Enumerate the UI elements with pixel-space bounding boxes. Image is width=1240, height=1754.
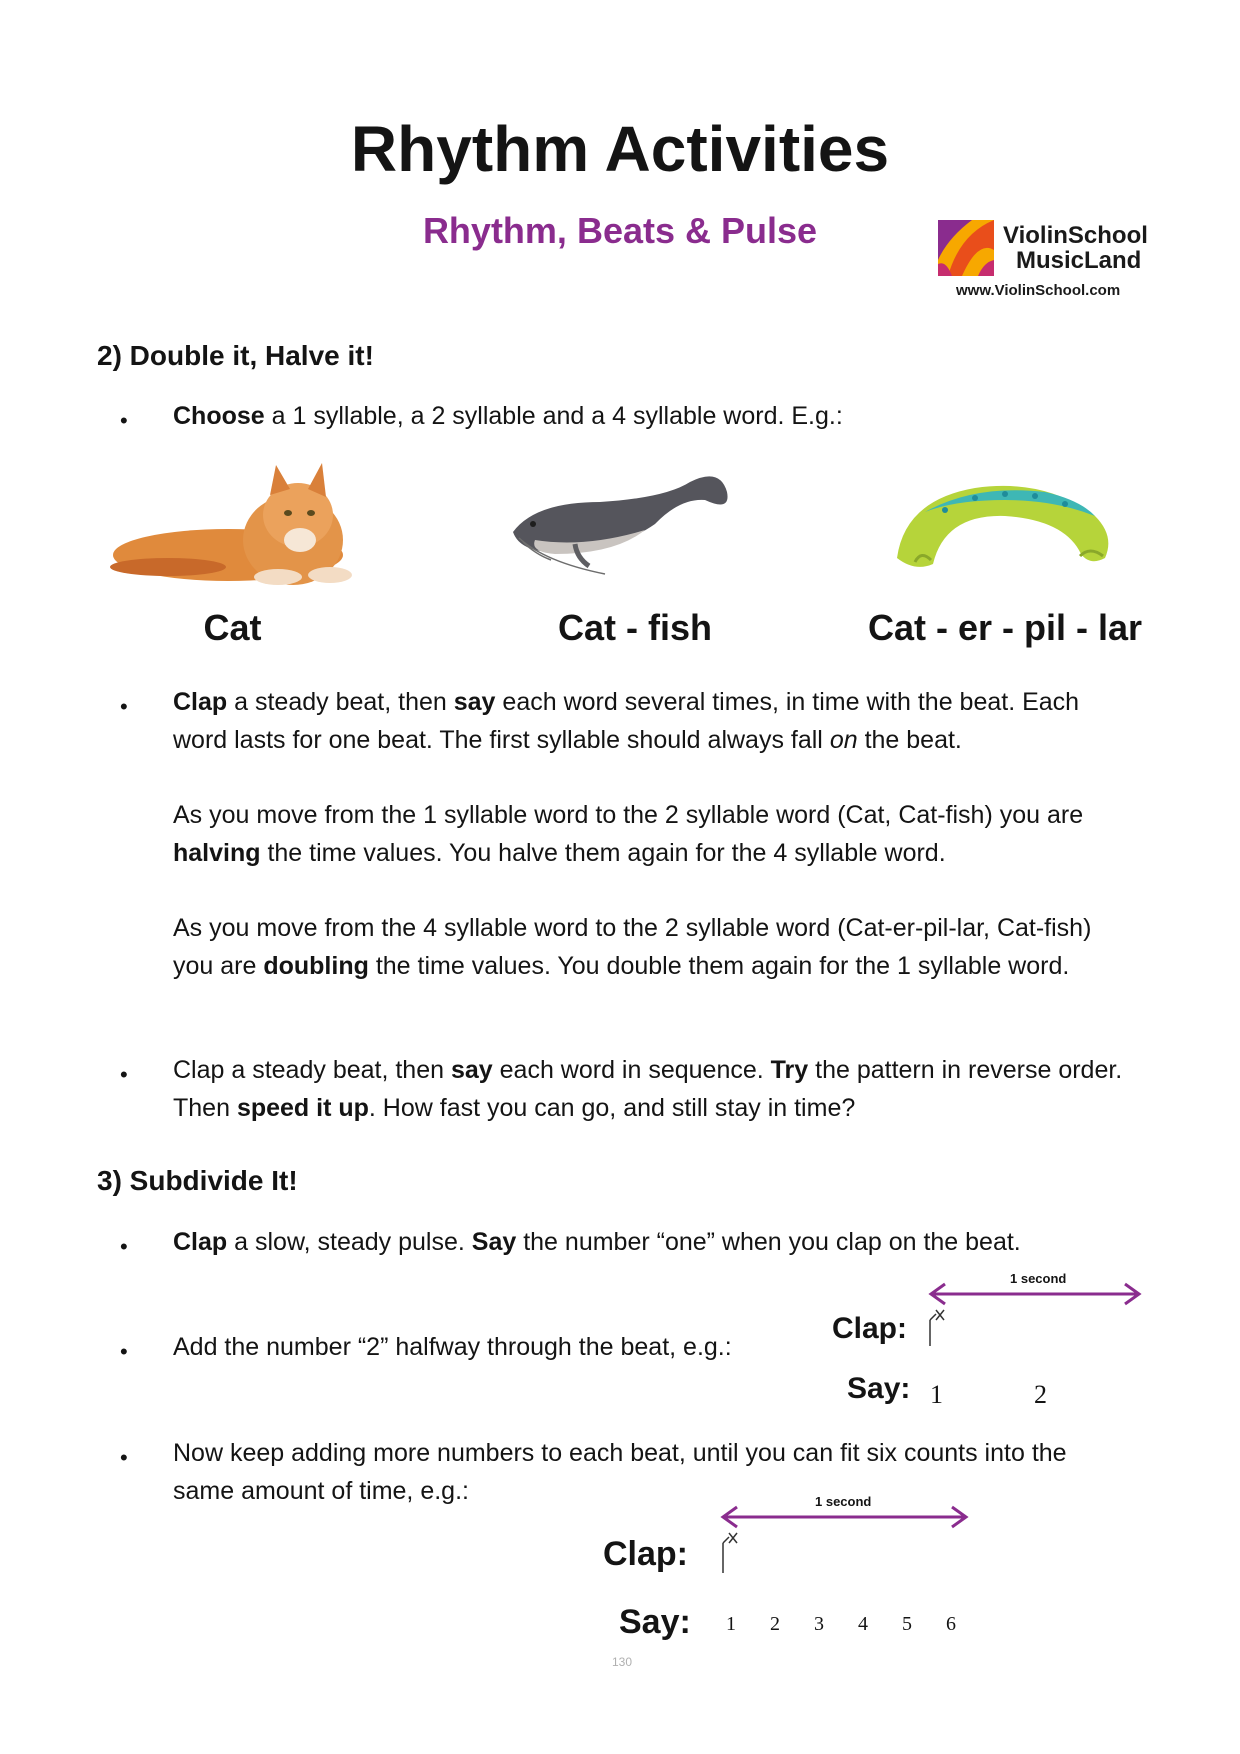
count-1: 1 [930,1380,943,1409]
count-2: 2 [1034,1380,1047,1409]
bullet-choose-words: Choose a 1 syllable, a 2 syllable and a 4 syllable word. E.g.: [173,402,843,430]
bullet-add-two: Add the number “2” halfway through the beat, e.g.: [173,1333,732,1361]
count-5: 5 [902,1613,912,1635]
bullet-clap-pulse: Clap a slow, steady pulse. Say the number “one” when you clap on the beat. [173,1228,1021,1256]
bullet-dot: • [120,1234,128,1259]
count-2: 2 [770,1613,780,1635]
section-heading-double-halve: 2) Double it, Halve it! [97,340,374,371]
count-3: 3 [814,1613,824,1635]
paragraph-halving: As you move from the 1 syllable word to the 2 syllable word (Cat, Cat-fish) you are halving the time values. You halve them again for the 4 syllable word. [173,801,1084,867]
catfish-image [505,462,735,582]
caterpillar-image [885,470,1120,580]
word-catfish: Cat - fish [557,607,712,648]
logo-url: www.ViolinSchool.com [956,282,1121,299]
word-cat: Cat [203,607,262,648]
bullet-clap-say: Clap a steady beat, then say each word several times, in time with the beat. Each word lasts for one beat. The first syllable should always fall on the beat. [173,688,1080,754]
bullet-dot: • [120,1445,128,1470]
duration-arrow [717,1503,972,1531]
page-subtitle: Rhythm, Beats & Pulse [422,210,818,251]
bullet-dot: • [120,694,128,719]
violinschool-logo-mark [938,220,994,276]
clap-note-icon [719,1531,741,1575]
say-label: Say: [847,1372,911,1405]
duration-label: 1 second [1010,1271,1067,1286]
bullet-sequence: Clap a steady beat, then say each word in sequence. Try the pattern in reverse order. Then speed it up. How fast you can go, and still stay in time? [173,1056,1123,1122]
page-title: Rhythm Activities [350,113,890,185]
count-4: 4 [858,1613,868,1635]
page-number: 130 [612,1655,633,1669]
duration-label: 1 second [815,1494,872,1509]
clap-label: Clap: [603,1535,688,1573]
bullet-dot: • [120,408,128,433]
bullet-six-counts: Now keep adding more numbers to each beat, until you can fit six counts into the same amount of time, e.g.: [173,1439,1067,1505]
clap-label: Clap: [832,1312,907,1345]
logo-text-musicland: MusicLand [1016,247,1142,274]
clap-note-icon [926,1308,948,1348]
duration-arrow [925,1280,1145,1308]
say-label: Say: [619,1603,691,1641]
count-1: 1 [726,1613,736,1635]
bullet-dot: • [120,1339,128,1364]
word-caterpillar: Cat - er - pil - lar [867,607,1143,648]
logo-text-violinschool: ViolinSchool [1003,222,1148,249]
cat-image [108,455,363,590]
bullet-dot: • [120,1062,128,1087]
count-6: 6 [946,1613,956,1635]
section-heading-subdivide: 3) Subdivide It! [97,1165,298,1196]
paragraph-doubling: As you move from the 4 syllable word to the 2 syllable word (Cat-er-pil-lar, Cat-fish) you are doubling the time values. You double them again for the 1 syllable word. [173,914,1092,980]
